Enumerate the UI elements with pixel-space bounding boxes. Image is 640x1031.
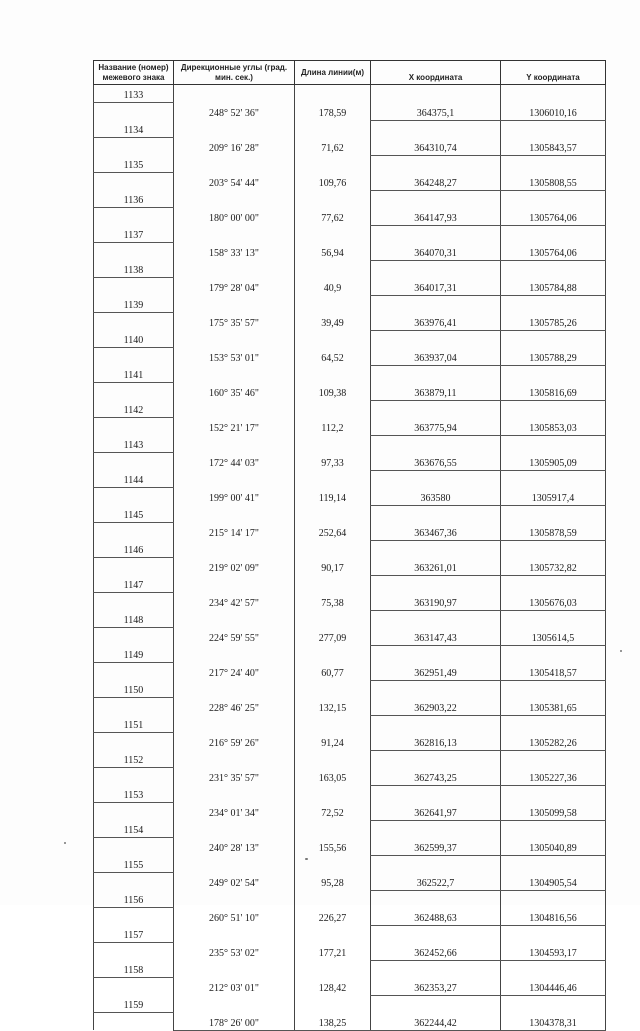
angle-cell: [174, 645, 295, 663]
angle-cell: 199° 00' 41": [174, 488, 295, 506]
angle-cell: [174, 680, 295, 698]
mark-name-cell: [94, 908, 174, 926]
x-coordinate-cell: 363147,43: [371, 610, 501, 645]
x-coordinate-cell: 364310,74: [371, 120, 501, 155]
y-coordinate-cell: 1305732,82: [501, 540, 606, 575]
mark-name-cell: 1136: [94, 190, 174, 208]
mark-name-cell: [94, 698, 174, 716]
table-row: [94, 820, 606, 838]
table-row: [94, 400, 606, 418]
y-coordinate-cell: 1305788,29: [501, 330, 606, 365]
x-coordinate-cell: 362522,7: [371, 855, 501, 890]
mark-name-cell: 1141: [94, 365, 174, 383]
mark-name-cell: 1150: [94, 680, 174, 698]
mark-name-cell: [94, 348, 174, 366]
angle-cell: 228° 46' 25": [174, 698, 295, 716]
angle-cell: [174, 435, 295, 453]
y-coordinate-cell: 1305227,36: [501, 750, 606, 785]
length-cell: 64,52: [295, 348, 371, 366]
x-coordinate-cell: 364375,1: [371, 85, 501, 121]
x-coordinate-cell: 364248,27: [371, 155, 501, 190]
mark-name-cell: 1153: [94, 785, 174, 803]
angle-cell: [174, 750, 295, 768]
angle-cell: [174, 820, 295, 838]
mark-name-cell: 1134: [94, 120, 174, 138]
header-line-length: Длина линии(м): [295, 61, 371, 85]
x-coordinate-cell: 362641,97: [371, 785, 501, 820]
length-cell: [295, 680, 371, 698]
angle-cell: [174, 785, 295, 803]
angle-cell: 180° 00' 00": [174, 208, 295, 226]
mark-name-cell: [94, 733, 174, 751]
length-cell: 72,52: [295, 803, 371, 821]
y-coordinate-cell: 1305418,57: [501, 645, 606, 680]
length-cell: [295, 400, 371, 418]
mark-name-cell: 1140: [94, 330, 174, 348]
angle-cell: 219° 02' 09": [174, 558, 295, 576]
length-cell: [295, 925, 371, 943]
length-cell: 71,62: [295, 138, 371, 156]
x-coordinate-cell: 362743,25: [371, 750, 501, 785]
table-row: [94, 225, 606, 243]
y-coordinate-cell: 1304446,46: [501, 960, 606, 995]
table-row: [94, 85, 606, 103]
y-coordinate-cell: 1304378,31: [501, 995, 606, 1030]
y-coordinate-cell: 1305853,03: [501, 400, 606, 435]
mark-name-cell: [94, 663, 174, 681]
length-cell: [295, 575, 371, 593]
length-cell: 119,14: [295, 488, 371, 506]
table-row: [94, 540, 606, 558]
angle-cell: 235° 53' 02": [174, 943, 295, 961]
mark-name-cell: [94, 208, 174, 226]
angle-cell: 212° 03' 01": [174, 978, 295, 996]
mark-name-cell: [94, 943, 174, 961]
table-row: [94, 960, 606, 978]
angle-cell: [174, 715, 295, 733]
mark-name-cell: [94, 558, 174, 576]
mark-name-cell: 1145: [94, 505, 174, 523]
length-cell: 163,05: [295, 768, 371, 786]
table-row: [94, 575, 606, 593]
length-cell: 178,59: [295, 103, 371, 121]
mark-name-cell: [94, 453, 174, 471]
angle-cell: [174, 855, 295, 873]
table-row: [94, 610, 606, 628]
length-cell: [295, 365, 371, 383]
angle-cell: [174, 225, 295, 243]
mark-name-cell: 1149: [94, 645, 174, 663]
angle-cell: [174, 120, 295, 138]
y-coordinate-cell: 1305099,58: [501, 785, 606, 820]
header-x-coordinate: X координата: [371, 61, 501, 85]
table-row: [94, 190, 606, 208]
x-coordinate-cell: 363937,04: [371, 330, 501, 365]
length-cell: [295, 435, 371, 453]
mark-name-cell: [94, 243, 174, 261]
angle-cell: [174, 190, 295, 208]
length-cell: [295, 295, 371, 313]
header-boundary-mark-name: Название (номер) межевого знака: [94, 61, 174, 85]
x-coordinate-cell: 362816,13: [371, 715, 501, 750]
mark-name-cell: [94, 103, 174, 121]
angle-cell: [174, 155, 295, 173]
x-coordinate-cell: 362951,49: [371, 645, 501, 680]
y-coordinate-cell: 1305614,5: [501, 610, 606, 645]
mark-name-cell: 1139: [94, 295, 174, 313]
angle-cell: 249° 02' 54": [174, 873, 295, 891]
x-coordinate-cell: 362353,27: [371, 960, 501, 995]
angle-cell: 234° 01' 34": [174, 803, 295, 821]
angle-cell: 216° 59' 26": [174, 733, 295, 751]
table-row: [94, 785, 606, 803]
length-cell: [295, 505, 371, 523]
x-coordinate-cell: 363879,11: [371, 365, 501, 400]
mark-name-cell: [94, 418, 174, 436]
length-cell: 177,21: [295, 943, 371, 961]
length-cell: 138,25: [295, 1013, 371, 1031]
y-coordinate-cell: 1305784,88: [501, 260, 606, 295]
angle-cell: 215° 14' 17": [174, 523, 295, 541]
length-cell: [295, 260, 371, 278]
table-row: [94, 295, 606, 313]
mark-name-cell: 1152: [94, 750, 174, 768]
angle-cell: [174, 470, 295, 488]
angle-cell: 260° 51' 10": [174, 908, 295, 926]
table-row: [94, 855, 606, 873]
scan-speck: [64, 842, 66, 844]
x-coordinate-cell: 363467,36: [371, 505, 501, 540]
y-coordinate-cell: 1305040,89: [501, 820, 606, 855]
y-coordinate-cell: 1305785,26: [501, 295, 606, 330]
angle-cell: [174, 925, 295, 943]
length-cell: [295, 715, 371, 733]
y-coordinate-cell: 1305282,26: [501, 715, 606, 750]
mark-name-cell: [94, 873, 174, 891]
table-row: [94, 995, 606, 1013]
angle-cell: 160° 35' 46": [174, 383, 295, 401]
mark-name-cell: 1154: [94, 820, 174, 838]
table-row: [94, 120, 606, 138]
y-coordinate-cell: 1305878,59: [501, 505, 606, 540]
table-row: [94, 715, 606, 733]
length-cell: [295, 960, 371, 978]
angle-cell: 234° 42' 57": [174, 593, 295, 611]
length-cell: 226,27: [295, 908, 371, 926]
x-coordinate-cell: 363261,01: [371, 540, 501, 575]
x-coordinate-cell: 364147,93: [371, 190, 501, 225]
length-cell: 252,64: [295, 523, 371, 541]
angle-cell: 152° 21' 17": [174, 418, 295, 436]
y-coordinate-cell: 1305381,65: [501, 680, 606, 715]
length-cell: 90,17: [295, 558, 371, 576]
length-cell: 91,24: [295, 733, 371, 751]
mark-name-cell: 1159: [94, 995, 174, 1013]
length-cell: 56,94: [295, 243, 371, 261]
length-cell: [295, 995, 371, 1013]
y-coordinate-cell: 1305905,09: [501, 435, 606, 470]
angle-cell: [174, 995, 295, 1013]
angle-cell: 172° 44' 03": [174, 453, 295, 471]
mark-name-cell: 1146: [94, 540, 174, 558]
mark-name-cell: 1144: [94, 470, 174, 488]
mark-name-cell: [94, 838, 174, 856]
mark-name-cell: [94, 628, 174, 646]
length-cell: [295, 645, 371, 663]
angle-cell: 224° 59' 55": [174, 628, 295, 646]
mark-name-cell: 1148: [94, 610, 174, 628]
length-cell: 128,42: [295, 978, 371, 996]
y-coordinate-cell: 1305764,06: [501, 190, 606, 225]
angle-cell: 209° 16' 28": [174, 138, 295, 156]
length-cell: [295, 330, 371, 348]
mark-name-cell: 1142: [94, 400, 174, 418]
x-coordinate-cell: 363580: [371, 470, 501, 505]
length-cell: [295, 820, 371, 838]
mark-name-cell: 1147: [94, 575, 174, 593]
angle-cell: [174, 260, 295, 278]
mark-name-cell: [94, 173, 174, 191]
length-cell: [295, 85, 371, 103]
mark-name-cell: 1151: [94, 715, 174, 733]
y-coordinate-cell: 1305764,06: [501, 225, 606, 260]
y-coordinate-cell: 1305676,03: [501, 575, 606, 610]
length-cell: [295, 225, 371, 243]
angle-cell: [174, 295, 295, 313]
mark-name-cell: 1155: [94, 855, 174, 873]
mark-name-cell: [94, 523, 174, 541]
table-row: [94, 435, 606, 453]
length-cell: 277,09: [295, 628, 371, 646]
x-coordinate-cell: 364070,31: [371, 225, 501, 260]
length-cell: [295, 785, 371, 803]
length-cell: 97,33: [295, 453, 371, 471]
length-cell: 77,62: [295, 208, 371, 226]
length-cell: 132,15: [295, 698, 371, 716]
length-cell: 155,56: [295, 838, 371, 856]
x-coordinate-cell: 364017,31: [371, 260, 501, 295]
y-coordinate-cell: 1304905,54: [501, 855, 606, 890]
angle-cell: 179° 28' 04": [174, 278, 295, 296]
mark-name-cell: [94, 1013, 174, 1031]
angle-cell: 217° 24' 40": [174, 663, 295, 681]
angle-cell: [174, 85, 295, 103]
y-coordinate-cell: 1305917,4: [501, 470, 606, 505]
mark-name-cell: [94, 768, 174, 786]
table-row: [94, 330, 606, 348]
length-cell: 109,76: [295, 173, 371, 191]
angle-cell: [174, 960, 295, 978]
x-coordinate-cell: 362244,42: [371, 995, 501, 1030]
length-cell: [295, 750, 371, 768]
mark-name-cell: 1135: [94, 155, 174, 173]
mark-name-cell: [94, 488, 174, 506]
mark-name-cell: 1157: [94, 925, 174, 943]
x-coordinate-cell: 363976,41: [371, 295, 501, 330]
table-row: [94, 925, 606, 943]
table-row: [94, 470, 606, 488]
x-coordinate-cell: 363775,94: [371, 400, 501, 435]
length-cell: [295, 190, 371, 208]
table-row: [94, 365, 606, 383]
length-cell: 75,38: [295, 593, 371, 611]
y-coordinate-cell: 1304816,56: [501, 890, 606, 925]
length-cell: 112,2: [295, 418, 371, 436]
mark-name-cell: [94, 593, 174, 611]
y-coordinate-cell: 1305843,57: [501, 120, 606, 155]
x-coordinate-cell: 362452,66: [371, 925, 501, 960]
angle-cell: [174, 365, 295, 383]
mark-name-cell: 1156: [94, 890, 174, 908]
length-cell: 95,28: [295, 873, 371, 891]
mark-name-cell: 1158: [94, 960, 174, 978]
angle-cell: 153° 53' 01": [174, 348, 295, 366]
length-cell: 60,77: [295, 663, 371, 681]
table-row: [94, 505, 606, 523]
boundary-coordinates-table: [93, 60, 606, 1031]
x-coordinate-cell: 362488,63: [371, 890, 501, 925]
length-cell: [295, 540, 371, 558]
table-header-row: [94, 61, 606, 85]
angle-cell: 203° 54' 44": [174, 173, 295, 191]
angle-cell: [174, 540, 295, 558]
mark-name-cell: [94, 138, 174, 156]
x-coordinate-cell: 363190,97: [371, 575, 501, 610]
angle-cell: [174, 400, 295, 418]
length-cell: 40,9: [295, 278, 371, 296]
y-coordinate-cell: 1304593,17: [501, 925, 606, 960]
table-row: [94, 645, 606, 663]
y-coordinate-cell: 1305808,55: [501, 155, 606, 190]
length-cell: [295, 120, 371, 138]
mark-name-cell: [94, 278, 174, 296]
table-row: [94, 750, 606, 768]
angle-cell: [174, 330, 295, 348]
angle-cell: 248° 52' 36": [174, 103, 295, 121]
mark-name-cell: 1133: [94, 85, 174, 103]
table-row: [94, 155, 606, 173]
y-coordinate-cell: 1305816,69: [501, 365, 606, 400]
angle-cell: 240° 28' 13": [174, 838, 295, 856]
x-coordinate-cell: 362599,37: [371, 820, 501, 855]
mark-name-cell: 1143: [94, 435, 174, 453]
mark-name-cell: [94, 803, 174, 821]
table-row: [94, 680, 606, 698]
length-cell: [295, 610, 371, 628]
length-cell: 39,49: [295, 313, 371, 331]
angle-cell: [174, 575, 295, 593]
angle-cell: 158° 33' 13": [174, 243, 295, 261]
x-coordinate-cell: 362903,22: [371, 680, 501, 715]
length-cell: 109,38: [295, 383, 371, 401]
mark-name-cell: [94, 383, 174, 401]
header-directional-angle: Дирекционные углы (град. мин. сек.): [174, 61, 295, 85]
mark-name-cell: 1138: [94, 260, 174, 278]
table-row: [94, 260, 606, 278]
angle-cell: 231° 35' 57": [174, 768, 295, 786]
x-coordinate-cell: 363676,55: [371, 435, 501, 470]
header-y-coordinate: Y координата: [501, 61, 606, 85]
scan-speck: [620, 650, 622, 652]
angle-cell: 178° 26' 00": [174, 1013, 295, 1031]
length-cell: [295, 155, 371, 173]
length-cell: [295, 470, 371, 488]
angle-cell: [174, 505, 295, 523]
mark-name-cell: [94, 313, 174, 331]
angle-cell: [174, 610, 295, 628]
y-coordinate-cell: 1306010,16: [501, 85, 606, 121]
table-body: [94, 85, 606, 1031]
angle-cell: 175° 35' 57": [174, 313, 295, 331]
mark-name-cell: 1137: [94, 225, 174, 243]
mark-name-cell: [94, 978, 174, 996]
scan-speck: [305, 858, 308, 860]
